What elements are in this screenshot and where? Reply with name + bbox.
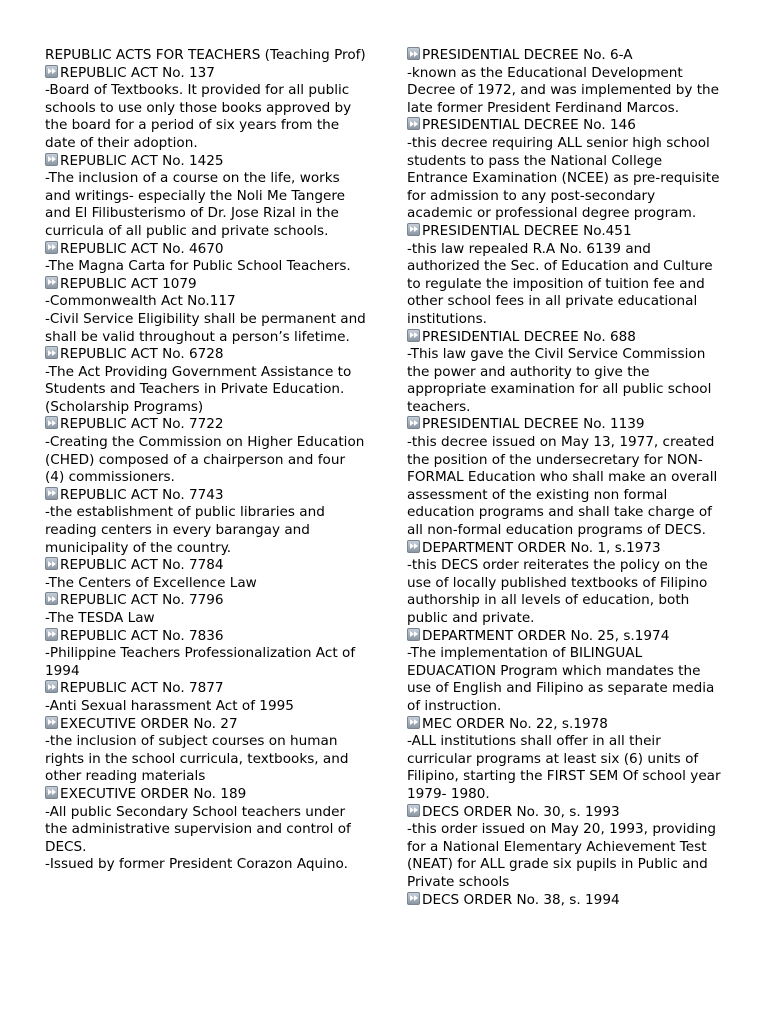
law-heading [407, 804, 725, 822]
law-description: -Anti Sexual harassment Act of 1995 [45, 697, 294, 714]
law-entry [407, 628, 725, 716]
law-heading [45, 487, 367, 505]
fast-forward-icon [407, 892, 420, 905]
law-entry [407, 416, 725, 539]
law-heading [407, 223, 725, 241]
fast-forward-icon [45, 557, 58, 570]
law-heading-label: REPUBLIC ACT No. 7836 [60, 627, 224, 644]
fast-forward-icon [45, 65, 58, 78]
law-heading-label: PRESIDENTIAL DECREE No. 1139 [422, 416, 645, 433]
fast-forward-icon [45, 346, 58, 359]
law-heading [45, 786, 367, 804]
law-description: -The Magna Carta for Public School Teachers. [45, 258, 351, 275]
law-entry [45, 241, 367, 276]
law-entry [45, 346, 367, 416]
law-heading [407, 892, 725, 910]
law-heading-label: REPUBLIC ACT No. 7743 [60, 486, 224, 503]
law-heading-label: EXECUTIVE ORDER No. 189 [60, 785, 247, 802]
law-heading [45, 416, 367, 434]
law-heading-label: PRESIDENTIAL DECREE No.451 [422, 222, 632, 239]
law-description: -ALL institutions shall offer in all their curricular programs at least six (6) units of Filipino, starting the FIRST SEM Of school year 1979- 1980. [407, 733, 721, 802]
law-heading [407, 416, 725, 434]
fast-forward-icon [407, 540, 420, 553]
law-description: -The inclusion of a course on the life, works and writings- especially the Noli Me Tangere and El Filibusterismo of Dr. Jose Rizal in the curricula of all public and private schools. [45, 170, 346, 239]
fast-forward-icon [45, 628, 58, 641]
law-heading [45, 276, 367, 294]
fast-forward-icon [407, 716, 420, 729]
fast-forward-icon [45, 680, 58, 693]
law-description: -Commonwealth Act No.117 [45, 293, 236, 310]
fast-forward-icon [45, 487, 58, 500]
law-heading-label: DECS ORDER No. 30, s. 1993 [422, 803, 620, 820]
law-description: -This law gave the Civil Service Commission the power and authority to give the appropriate examination for all public school teachers. [407, 346, 712, 415]
law-description: -Philippine Teachers Professionalization Act of 1994 [45, 645, 356, 679]
law-heading-label: REPUBLIC ACT No. 7796 [60, 592, 224, 609]
law-description: -The TESDA Law [45, 610, 155, 626]
law-heading-label: REPUBLIC ACT No. 7784 [60, 557, 224, 574]
law-description: -The Centers of Excellence Law [45, 574, 257, 591]
law-entry [407, 47, 725, 117]
law-heading [45, 65, 367, 83]
law-heading [45, 628, 367, 646]
law-heading-label: DEPARTMENT ORDER No. 1, s.1973 [422, 539, 661, 556]
fast-forward-icon [407, 329, 420, 342]
fast-forward-icon [45, 592, 58, 605]
law-heading-label: REPUBLIC ACT No. 7722 [60, 416, 224, 433]
fast-forward-icon [407, 804, 420, 817]
law-heading-label: PRESIDENTIAL DECREE No. 146 [422, 117, 636, 134]
law-entry [407, 892, 725, 910]
law-description: -All public Secondary School teachers under the administrative supervision and control of DECS. [45, 803, 351, 855]
law-heading-label: REPUBLIC ACT No. 7877 [60, 680, 224, 697]
law-entry [407, 223, 725, 329]
fast-forward-icon [407, 416, 420, 429]
law-description: -The implementation of BILINGUAL EDUACATION Program which mandates the use of English and Filipino as separate media of instruction. [407, 645, 715, 714]
law-description: -The Act Providing Government Assistance to Students and Teachers in Private Education. (Scholarship Programs) [45, 363, 352, 415]
fast-forward-icon [407, 117, 420, 130]
law-heading-label: REPUBLIC ACT No. 4670 [60, 240, 224, 257]
fast-forward-icon [45, 241, 58, 254]
law-heading [45, 346, 367, 364]
law-entry [45, 680, 367, 715]
law-description: -the inclusion of subject courses on human rights in the school curricula, textbooks, and other reading materials [45, 733, 349, 785]
law-description: -the establishment of public libraries and reading centers in every barangay and municipality of the country. [45, 504, 325, 556]
law-entry [45, 786, 367, 874]
law-heading-label: REPUBLIC ACT 1079 [60, 275, 197, 292]
law-heading [407, 716, 725, 734]
law-heading-label: PRESIDENTIAL DECREE No. 6-A [422, 47, 633, 63]
law-heading [45, 241, 367, 259]
law-description: -Board of Textbooks. It provided for all public schools to use only those books approved by the board for a period of six years from the date of their adoption. [45, 82, 352, 151]
law-entry [45, 416, 367, 486]
law-heading-label: REPUBLIC ACT No. 1425 [60, 152, 224, 169]
law-description: -Creating the Commission on Higher Education (CHED) composed of a chairperson and four (4) commissioners. [45, 434, 365, 486]
law-entry [45, 153, 367, 241]
law-heading [45, 716, 367, 734]
left-column [45, 47, 367, 874]
law-entry [45, 487, 367, 557]
law-heading-label: DEPARTMENT ORDER No. 25, s.1974 [422, 627, 670, 644]
law-entry [407, 540, 725, 628]
law-heading [45, 557, 367, 575]
law-heading [407, 47, 725, 65]
fast-forward-icon [45, 716, 58, 729]
document-title: REPUBLIC ACTS FOR TEACHERS (Teaching Prof) [45, 47, 366, 63]
law-entry [45, 592, 367, 627]
law-entry [45, 716, 367, 786]
law-heading [45, 680, 367, 698]
law-entry [407, 117, 725, 223]
fast-forward-icon [45, 153, 58, 166]
law-entry [407, 804, 725, 892]
law-heading [45, 592, 367, 610]
law-heading [407, 540, 725, 558]
law-entry [45, 628, 367, 681]
right-column [407, 47, 725, 909]
law-entry [45, 557, 367, 592]
fast-forward-icon [407, 223, 420, 236]
law-heading-label: MEC ORDER No. 22, s.1978 [422, 715, 608, 732]
law-entry [407, 329, 725, 417]
law-heading-label: REPUBLIC ACT No. 137 [60, 64, 215, 81]
fast-forward-icon [407, 628, 420, 641]
law-entry [407, 716, 725, 804]
law-description: -Issued by former President Corazon Aquino. [45, 856, 348, 873]
law-description: -this decree requiring ALL senior high school students to pass the National College Entrance Examination (NCEE) as pre-requisite for admission to any post-secondary academic or professional degree program. [407, 134, 720, 222]
fast-forward-icon [45, 416, 58, 429]
law-heading-label: PRESIDENTIAL DECREE No. 688 [422, 328, 636, 345]
law-heading [407, 329, 725, 347]
law-heading-label: EXECUTIVE ORDER No. 27 [60, 715, 238, 732]
law-entry [45, 276, 367, 346]
law-description: -this law repealed R.A No. 6139 and authorized the Sec. of Education and Culture to regulate the imposition of tuition fee and other school fees in all private educational institutions. [407, 240, 713, 327]
law-entry [45, 65, 367, 153]
law-heading-label: DECS ORDER No. 38, s. 1994 [422, 891, 620, 908]
fast-forward-icon [45, 276, 58, 289]
fast-forward-icon [45, 786, 58, 799]
law-description: -Civil Service Eligibility shall be permanent and shall be valid throughout a person’s lifetime. [45, 310, 366, 345]
law-description: -known as the Educational Development Decree of 1972, and was implemented by the late former President Ferdinand Marcos. [407, 64, 720, 116]
law-description: -this order issued on May 20, 1993, providing for a National Elementary Achievement Test (NEAT) for ALL grade six pupils in Public and Private schools [407, 821, 717, 890]
fast-forward-icon [407, 47, 420, 60]
law-heading [45, 153, 367, 171]
law-heading [407, 117, 725, 135]
law-description: -this DECS order reiterates the policy on the use of locally published textbooks of Filipino authorship in all levels of education, both public and private. [407, 557, 708, 626]
law-heading-label: REPUBLIC ACT No. 6728 [60, 346, 224, 363]
law-heading [407, 628, 725, 646]
law-description: -this decree issued on May 13, 1977, created the position of the undersecretary for NON-FORMAL Education who shall make an overall assessment of the existing non formal education programs and shall take charge of all non-formal education programs of DECS. [407, 434, 718, 539]
